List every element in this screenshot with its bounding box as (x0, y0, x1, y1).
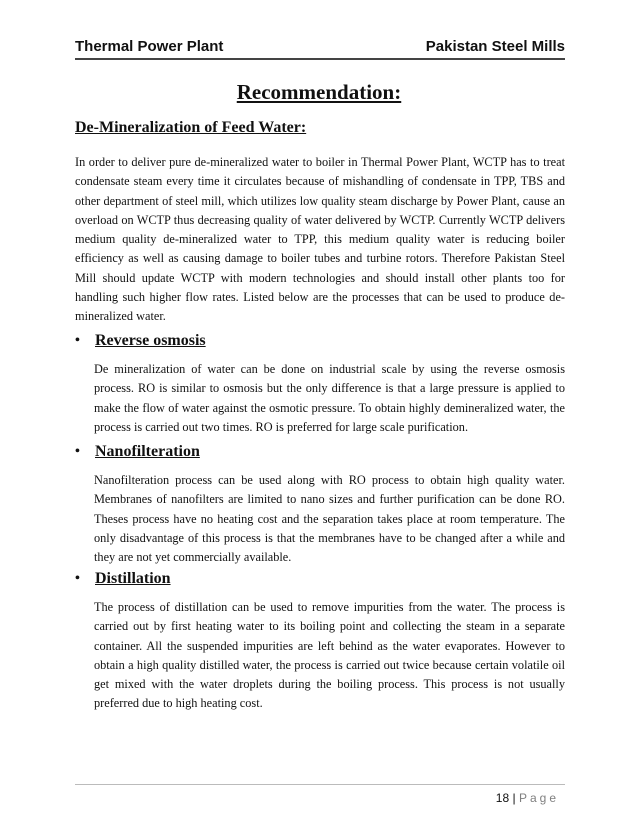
section-body: The process of distillation can be used to remove impurities from the water. The process is carried out by first heating water to its boiling point and collecting the steam in a separate container. All the suspended impurities are left behind as the water evaporates. However to obtain a high quality distilled water, the process is carried out twice because certain volatile oil get mixed with the water droplets during the boiling process. This process is not usually preferred due to high heating cost. (94, 600, 565, 711)
section-title: Reverse osmosis (95, 332, 206, 349)
page-separator: | (512, 791, 516, 805)
section-body: Nanofilteration process can be used along with RO process to obtain high quality water. Membranes of nanofilters are limited to nano sizes and further purification can be done RO. Theses process have no heating cost and the separation takes place at room temperature. The only disadvantage of this process is that the membranes have to be changed after a while and they are not yet commercially available. (94, 473, 565, 565)
section-header (75, 443, 565, 465)
page-title (0, 80, 638, 105)
page-footer (75, 784, 565, 805)
section-title: Nanofilteration (95, 443, 200, 460)
section-nanofilteration (75, 443, 565, 567)
section-distillation (75, 570, 565, 714)
page-title-text: Recommendation: (236, 80, 402, 104)
bullet-icon: • (75, 444, 80, 459)
section-body: De mineralization of water can be done on industrial scale by using the reverse osmosis process. RO is similar to osmosis but the only difference is that a large pressure is applied to make the flow of water against the osmotic pressure. To obtain highly demineralized water, the process is carried out two times. RO is preferred for large scale purification. (94, 362, 565, 434)
bullet-icon: • (75, 571, 80, 586)
page-header (75, 36, 565, 60)
page-word: Page (518, 791, 559, 805)
section-header (75, 570, 565, 592)
header-title-right: Pakistan Steel Mills (425, 38, 565, 55)
section-reverse-osmosis (75, 332, 565, 437)
section-title: Distillation (95, 570, 171, 587)
page-number-label (496, 791, 559, 805)
intro-paragraph: In order to deliver pure de-mineralized water to boiler in Thermal Power Plant, WCTP has to treat condensate steam every time it circulates because of mishandling of condensate in TPP, TBS and other department of steel mill, which utilizes low quality steam discharge by Power Plant, cause an overload on WCTP thus decreasing quality of water delivered by WCTP. Currently WCTP delivers medium quality de-mineralized water to TPP, this medium quality water is reducing boiler efficiency as well as causing damage to boiler tubes and turbine rotors. Therefore Pakistan Steel Mill should update WCTP with modern technologies and should install other plants too for handling such higher flow rates. Listed below are the processes that can be used to produce de-mineralized water. (75, 155, 565, 324)
section-header (75, 332, 565, 354)
bullet-icon: • (75, 333, 80, 348)
page-number: 18 (495, 791, 510, 805)
header-title-left: Thermal Power Plant (75, 38, 224, 55)
section-heading: De-Mineralization of Feed Water: (75, 119, 307, 136)
